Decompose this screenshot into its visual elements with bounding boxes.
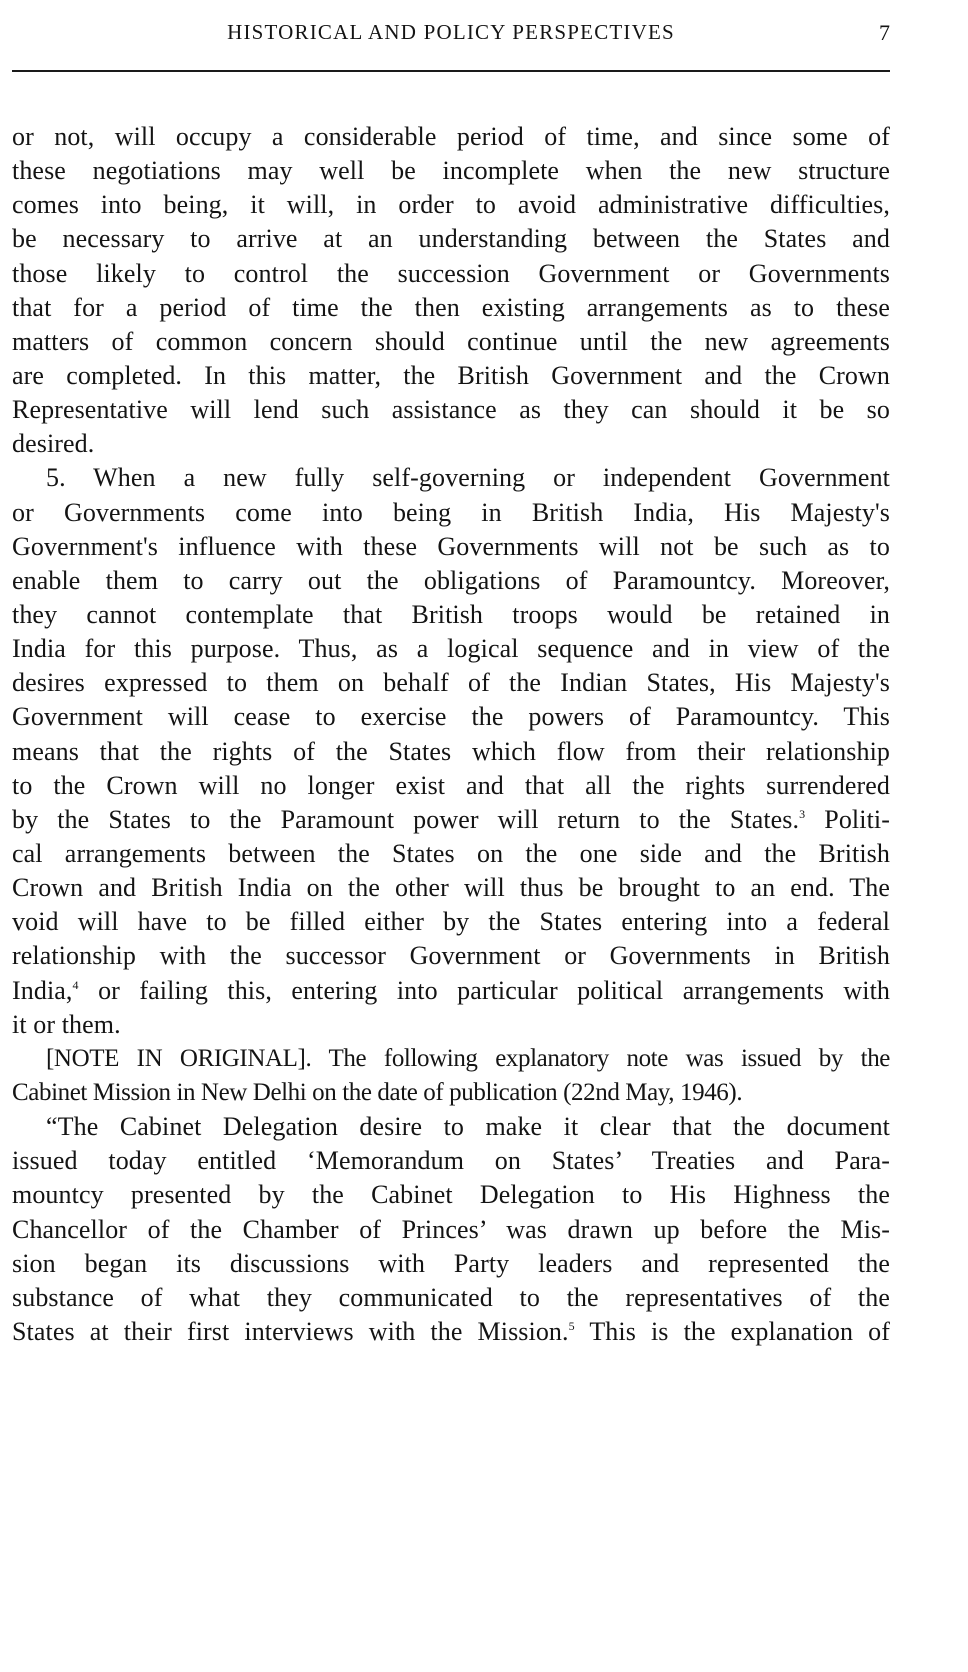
text-line: to the Crown will no longer exist and that all the rights surrendered xyxy=(12,770,890,800)
text-line-with-footnote xyxy=(12,803,890,837)
quote-start-line: “The Cabinet Delegation desire to make it clear that the document xyxy=(46,1112,890,1142)
text-line: desires expressed to them on behalf of the Indian States, His Majesty's xyxy=(12,668,890,698)
text-segment: Politi- xyxy=(805,804,890,834)
text-line: Government's influence with these Governments will not be such as to xyxy=(12,531,890,561)
text-line: Chancellor of the Chamber of Princes’ was drawn up before the Mis- xyxy=(12,1214,890,1244)
text-line: those likely to control the succession Government or Governments xyxy=(12,258,890,288)
text-line: be necessary to arrive at an understanding between the States and xyxy=(12,224,890,254)
text-line: that for a period of time the then existing arrangements as to these xyxy=(12,292,890,322)
footnote-ref-4: 4 xyxy=(72,977,79,992)
text-segment: States at their first interviews with the Mission. xyxy=(12,1316,569,1346)
paragraph-start-line: 5. When a new fully self-governing or independent Government xyxy=(46,463,890,493)
body-text xyxy=(12,120,890,1349)
text-line-with-footnote xyxy=(12,1315,890,1349)
text-line: are completed. In this matter, the British Government and the Crown xyxy=(12,360,890,390)
footnote-ref-3: 3 xyxy=(799,806,806,821)
running-head: HISTORICAL AND POLICY PERSPECTIVES xyxy=(227,20,675,44)
text-segment: by the States to the Paramount power will return to the States. xyxy=(12,804,800,834)
text-line: or Governments come into being in British India, His Majesty's xyxy=(12,497,890,527)
text-line: these negotiations may well be incomplete when the new structure xyxy=(12,156,890,186)
text-line: relationship with the successor Government or Governments in British xyxy=(12,941,890,971)
text-line: Representative will lend such assistance as they can should it be so xyxy=(12,395,890,425)
text-segment: or failing this, entering into particular political arrangements with xyxy=(78,975,890,1005)
header-rule xyxy=(12,70,890,72)
text-line: issued today entitled ‘Memorandum on States’ Treaties and Para- xyxy=(12,1146,890,1176)
text-segment: India, xyxy=(12,975,73,1005)
footnote-ref-5: 5 xyxy=(568,1318,575,1333)
page-header xyxy=(12,18,890,50)
note-line: Cabinet Mission in New Delhi on the date of publication (22nd May, 1946). xyxy=(12,1078,743,1106)
text-line: matters of common concern should continue until the new agreements xyxy=(12,326,890,356)
text-segment: This is the explanation of xyxy=(574,1316,890,1346)
text-line: it or them. xyxy=(12,1009,121,1039)
text-line: Crown and British India on the other will thus be brought to an end. The xyxy=(12,873,890,903)
text-line: comes into being, it will, in order to avoid administrative difficulties, xyxy=(12,190,890,220)
text-line: means that the rights of the States which flow from their relationship xyxy=(12,736,890,766)
text-line: India for this purpose. Thus, as a logical sequence and in view of the xyxy=(12,634,890,664)
text-line: enable them to carry out the obligations of Paramountcy. Moreover, xyxy=(12,565,890,595)
text-line: sion began its discussions with Party leaders and represented the xyxy=(12,1248,890,1278)
text-line: or not, will occupy a considerable period of time, and since some of xyxy=(12,122,890,151)
text-line: substance of what they communicated to the representatives of the xyxy=(12,1282,890,1312)
note-line: [NOTE IN ORIGINAL]. The following explanatory note was issued by the xyxy=(46,1044,890,1072)
text-line: they cannot contemplate that British troops would be retained in xyxy=(12,599,890,629)
text-line: cal arrangements between the States on the one side and the British xyxy=(12,838,890,868)
text-line: void will have to be filled either by the States entering into a federal xyxy=(12,907,890,937)
page-number: 7 xyxy=(879,20,890,45)
text-line: desired. xyxy=(12,429,95,459)
text-line: mountcy presented by the Cabinet Delegation to His Highness the xyxy=(12,1180,890,1210)
text-line: Government will cease to exercise the powers of Paramountcy. This xyxy=(12,702,890,732)
text-line-with-footnote xyxy=(12,974,890,1008)
